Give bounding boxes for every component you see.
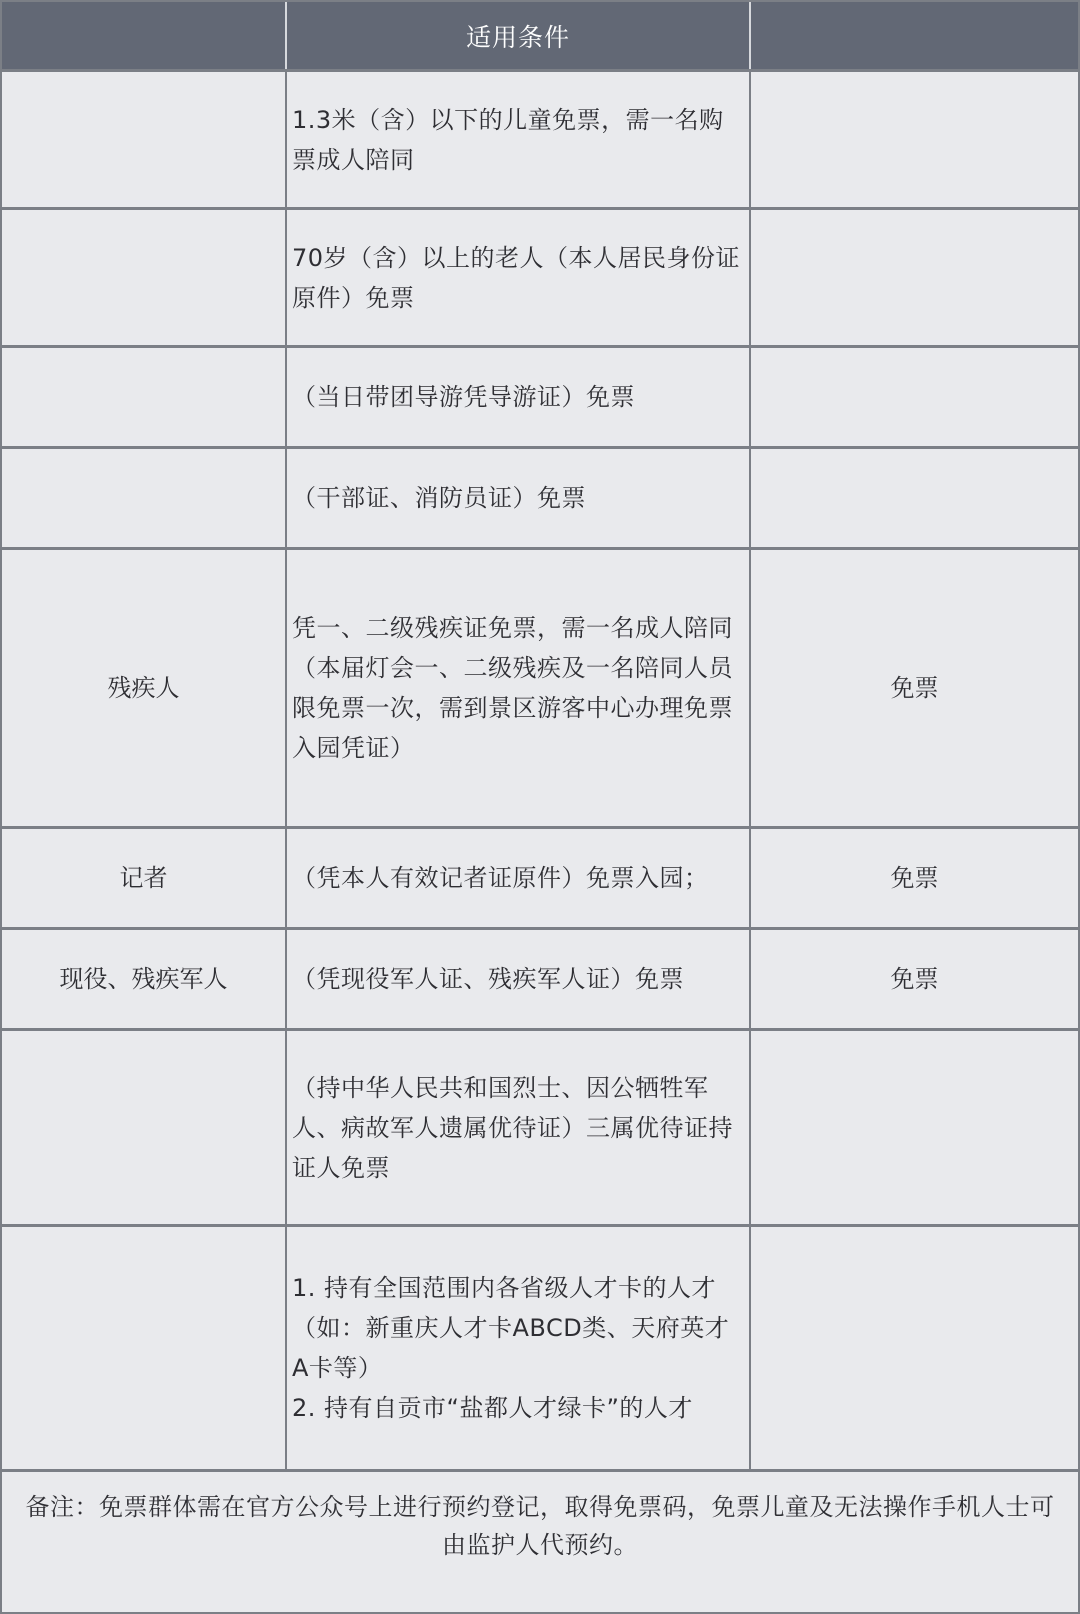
table-row xyxy=(2,71,1078,209)
row-group xyxy=(2,1030,286,1226)
header-price xyxy=(750,2,1078,71)
row-price xyxy=(750,448,1078,549)
row-condition: 1.3米（含）以下的儿童免票，需一名购票成人陪同 xyxy=(286,71,750,209)
row-condition: 凭一、二级残疾证免票，需一名成人陪同（本届灯会一、二级残疾及一名陪同人员限免票一次，需到景区游客中心办理免票入园凭证） xyxy=(286,549,750,828)
row-price xyxy=(750,71,1078,209)
table-row xyxy=(2,448,1078,549)
header-group xyxy=(2,2,286,71)
table-row xyxy=(2,1030,1078,1226)
row-group xyxy=(2,71,286,209)
row-condition: （当日带团导游凭导游证）免票 xyxy=(286,347,750,448)
talent-card-line-1: 1. 持有全国范围内各省级人才卡的人才（如：新重庆人才卡ABCD类、天府英才A卡等） xyxy=(292,1273,730,1382)
row-group xyxy=(2,1226,286,1469)
table-row xyxy=(2,1226,1078,1469)
table-row xyxy=(2,209,1078,347)
reservation-note: 备注：免票群体需在官方公众号上进行预约登记，取得免票码，免票儿童及无法操作手机人士可由监护人代预约。 xyxy=(2,1469,1078,1578)
row-price: 免票 xyxy=(750,828,1078,929)
row-condition xyxy=(286,1226,750,1469)
row-price: 免票 xyxy=(750,549,1078,828)
row-price xyxy=(750,1226,1078,1469)
header-condition: 适用条件 xyxy=(286,2,750,71)
row-condition: （凭本人有效记者证原件）免票入园； xyxy=(286,828,750,929)
table-row xyxy=(2,347,1078,448)
table-header-row xyxy=(2,2,1078,71)
row-group xyxy=(2,209,286,347)
row-condition: （凭现役军人证、残疾军人证）免票 xyxy=(286,929,750,1030)
row-price xyxy=(750,1030,1078,1226)
table-row xyxy=(2,828,1078,929)
row-price xyxy=(750,347,1078,448)
row-group: 残疾人 xyxy=(2,549,286,828)
row-price xyxy=(750,209,1078,347)
row-price: 免票 xyxy=(750,929,1078,1030)
free-ticket-policy-table xyxy=(2,2,1078,1469)
row-group xyxy=(2,347,286,448)
row-group xyxy=(2,448,286,549)
table-row xyxy=(2,549,1078,828)
row-condition: （干部证、消防员证）免票 xyxy=(286,448,750,549)
row-group: 现役、残疾军人 xyxy=(2,929,286,1030)
talent-card-line-2: 2. 持有自贡市“盐都人才绿卡”的人才 xyxy=(292,1393,693,1422)
row-group: 记者 xyxy=(2,828,286,929)
table-row xyxy=(2,929,1078,1030)
row-condition: （持中华人民共和国烈士、因公牺牲军人、病故军人遗属优待证）三属优待证持证人免票 xyxy=(286,1030,750,1226)
row-condition: 70岁（含）以上的老人（本人居民身份证原件）免票 xyxy=(286,209,750,347)
